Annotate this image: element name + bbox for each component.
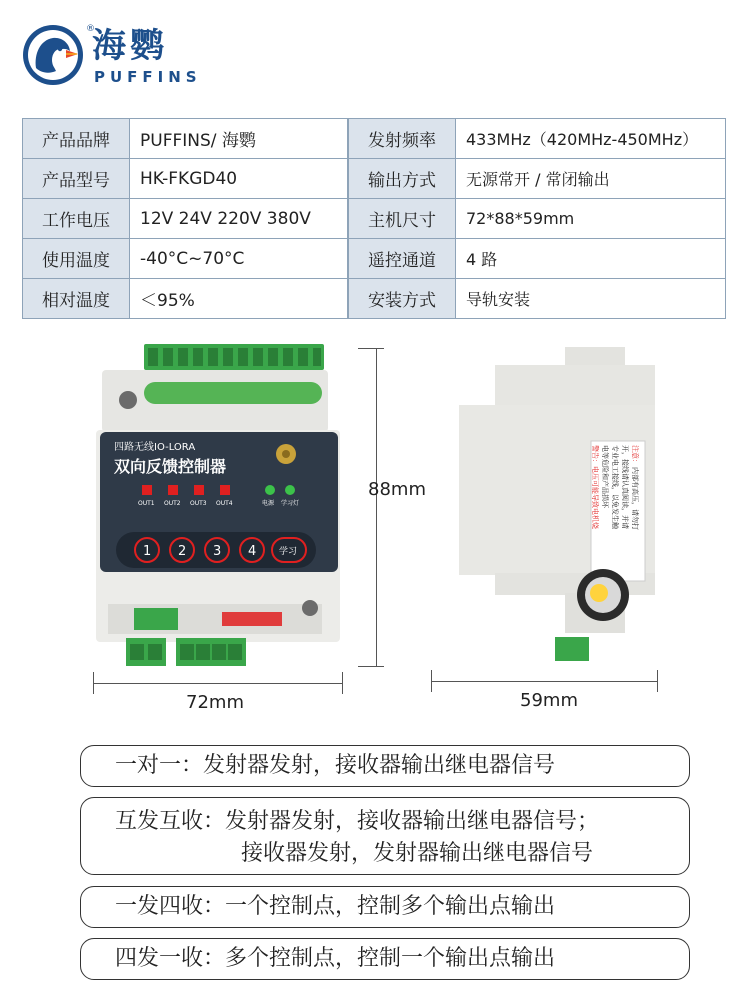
spec-table-right [348, 118, 726, 319]
spec-value: 12V 24V 220V 380V [130, 199, 348, 239]
top-terminal-block [144, 344, 324, 370]
spec-row [23, 199, 348, 239]
spec-label: 输出方式 [349, 159, 456, 199]
spec-row [349, 199, 726, 239]
mode-text: 一对一：发射器发射，接收器输出继电器信号 [115, 753, 556, 778]
dip-switch [222, 612, 282, 626]
spec-label: 遥控通道 [349, 239, 456, 279]
spec-label: 发射频率 [349, 119, 456, 159]
dimension-cap [657, 670, 658, 692]
brand-header [22, 24, 212, 88]
dimension-cap [358, 348, 384, 349]
warning-label [591, 441, 645, 581]
spec-label: 相对温度 [23, 279, 130, 319]
registered-mark: ® [86, 24, 95, 34]
dimension-cap [431, 670, 432, 692]
puffin-logo-icon [22, 24, 84, 86]
warning-line: 开，接线请认真阅读，并请 [621, 445, 629, 529]
spec-row [23, 159, 348, 199]
indicator-label: 电源 [262, 500, 275, 507]
spec-label: 使用温度 [23, 239, 130, 279]
mode-box-mutual [80, 797, 690, 875]
device-button-4: 4 [248, 544, 257, 559]
spec-row [23, 239, 348, 279]
output-label: OUT1 [138, 500, 155, 507]
bottom-terminal-block [126, 638, 246, 666]
device-button-learn: 学习 [279, 547, 298, 557]
spec-value: HK-FKGD40 [130, 159, 348, 199]
device-side-view [455, 345, 665, 665]
spec-label: 工作电压 [23, 199, 130, 239]
warning-line: 电等危险和产品损坏 [601, 445, 609, 508]
dimension-cap [358, 666, 384, 667]
power-led-icon [265, 485, 275, 495]
spec-label: 产品型号 [23, 159, 130, 199]
spec-label: 产品品牌 [23, 119, 130, 159]
mode-text: 一发四收：一个控制点，控制多个输出点输出 [115, 894, 556, 919]
brand-name-cn: 海鹦 [92, 26, 168, 66]
depth-dimension-label: 59mm [520, 690, 578, 711]
spec-value: -40°C~70°C [130, 239, 348, 279]
device-button-2: 2 [178, 544, 187, 559]
spec-value: 433MHz（420MHz-450MHz） [456, 119, 726, 159]
spec-row [23, 119, 348, 159]
width-dimension-label: 72mm [186, 692, 244, 713]
mode-box-one-to-one [80, 745, 690, 787]
spec-value: 无源常开 / 常闭输出 [456, 159, 726, 199]
spec-value: ＜95% [130, 279, 348, 319]
spec-row [349, 159, 726, 199]
warning-line: 专业电工接线，以免发生触 [611, 445, 619, 529]
mode-box-four-to-one [80, 938, 690, 980]
mode-box-one-to-four [80, 886, 690, 928]
output-label: OUT4 [216, 500, 233, 507]
brand-name-en: PUFFINS [94, 68, 202, 86]
mode-text: 互发互收：发射器发射，接收器输出继电器信号； [115, 809, 600, 834]
spec-table-left [22, 118, 348, 319]
panel-title-small: 四路无线IO-LORA [114, 442, 196, 453]
warning-line: 内部有高压，请勿打 [631, 467, 639, 530]
mode-text: 接收器发射，发射器输出继电器信号 [241, 841, 594, 866]
output-label: OUT3 [190, 500, 207, 507]
panel-title-large: 双向反馈控制器 [114, 457, 227, 476]
spec-value: 72*88*59mm [456, 199, 726, 239]
depth-dimension-line [431, 681, 657, 682]
spec-value: 4 路 [456, 239, 726, 279]
device-button-3: 3 [213, 544, 222, 559]
width-dimension-line [93, 683, 342, 684]
spec-row [349, 279, 726, 319]
spec-row [23, 279, 348, 319]
spec-value: 导轨安装 [456, 279, 726, 319]
mode-text: 四发一收：多个控制点，控制一个输出点输出 [115, 946, 556, 971]
indicator-label: 学习灯 [281, 500, 300, 507]
spec-row [349, 119, 726, 159]
device-button-1: 1 [143, 544, 152, 559]
dimension-cap [93, 672, 94, 694]
spec-value: PUFFINS/ 海鹦 [130, 119, 348, 159]
learn-led-icon [285, 485, 295, 495]
device-front-view [92, 342, 344, 672]
warning-line: 警告：电压可能导致电机烧 [591, 445, 599, 529]
warning-title: 注意： [631, 445, 639, 466]
output-label: OUT2 [164, 500, 181, 507]
dimension-cap [342, 672, 343, 694]
height-dimension-label: 88mm [368, 479, 426, 500]
spec-label: 安装方式 [349, 279, 456, 319]
spec-label: 主机尺寸 [349, 199, 456, 239]
spec-row [349, 239, 726, 279]
height-dimension-line [376, 348, 377, 666]
